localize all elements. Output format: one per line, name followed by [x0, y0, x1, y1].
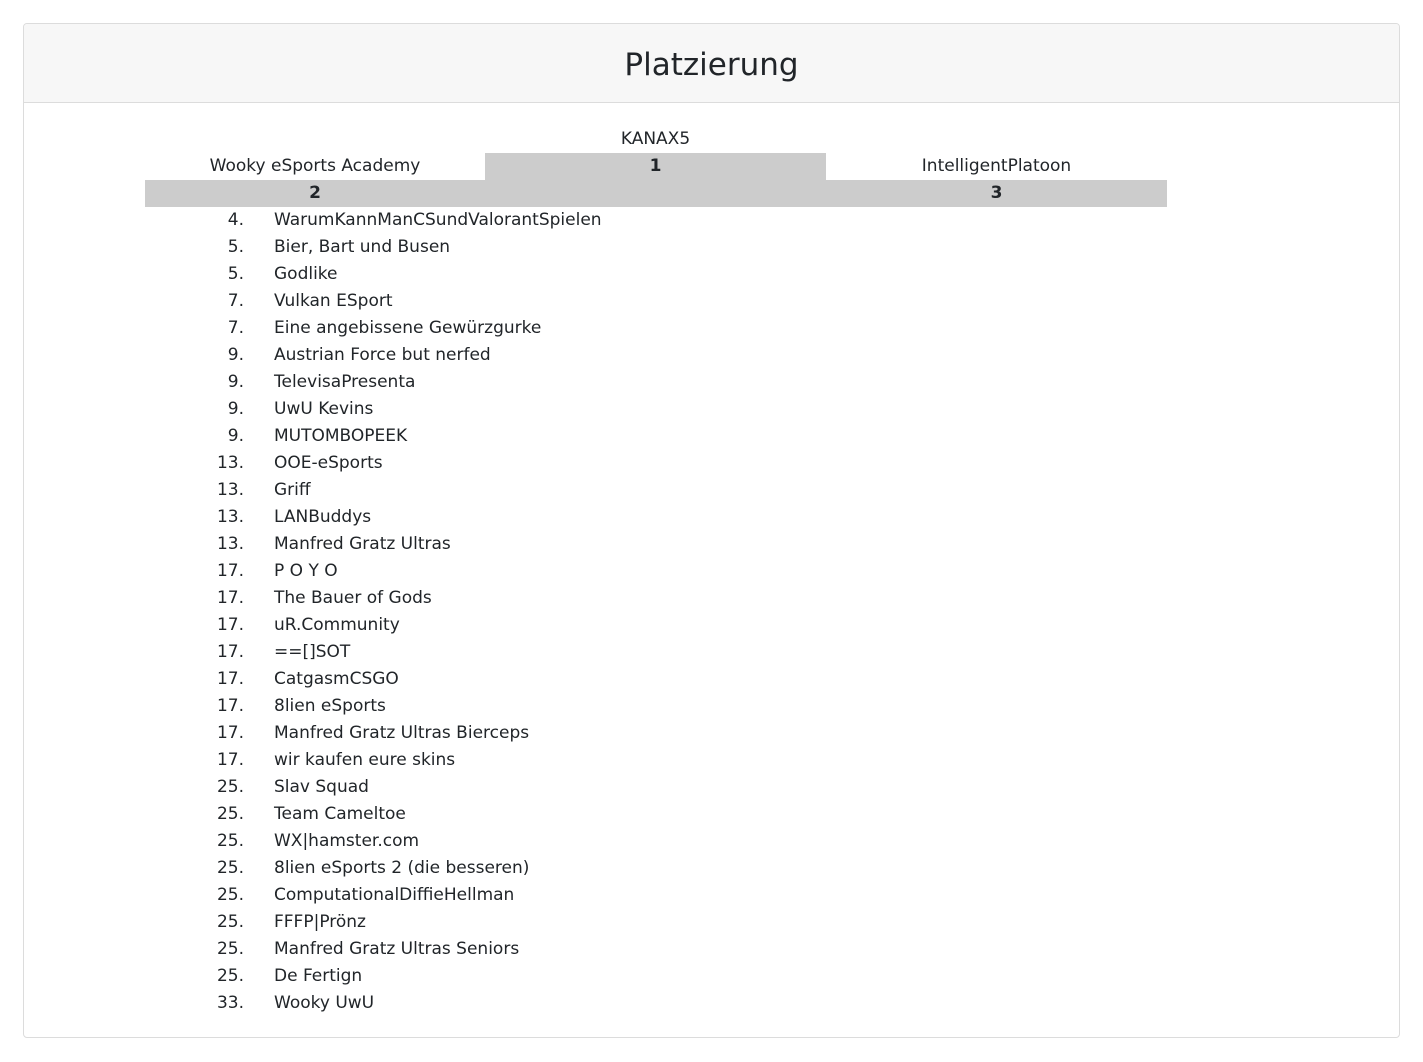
ranking-team-name: Eine angebissene Gewürzgurke [274, 318, 542, 338]
ranking-row [145, 423, 845, 450]
ranking-place: 9. [227, 426, 244, 446]
ranking-place: 5. [227, 237, 244, 257]
ranking-place: 17. [216, 615, 244, 635]
ranking-row [145, 369, 845, 396]
ranking-place: 17. [216, 723, 244, 743]
ranking-team-name: Manfred Gratz Ultras [274, 534, 451, 554]
ranking-place: 4. [227, 210, 244, 230]
ranking-row [145, 990, 845, 1017]
ranking-place: 7. [227, 318, 244, 338]
ranking-team-name: Manfred Gratz Ultras Seniors [274, 939, 520, 959]
ranking-place: 25. [216, 912, 244, 932]
ranking-place: 17. [216, 561, 244, 581]
ranking-place: 25. [216, 831, 244, 851]
ranking-row [145, 558, 845, 585]
ranking-place: 25. [216, 966, 244, 986]
ranking-row [145, 612, 845, 639]
ranking-team-name: TelevisaPresenta [274, 372, 416, 392]
ranking-place: 17. [216, 642, 244, 662]
ranking-team-name: Manfred Gratz Ultras Bierceps [274, 723, 530, 743]
ranking-team-name: 8lien eSports [274, 696, 386, 716]
ranking-team-name: Austrian Force but nerfed [274, 345, 491, 365]
ranking-row [145, 477, 845, 504]
ranking-place: 13. [216, 480, 244, 500]
ranking-row [145, 774, 845, 801]
ranking-row [145, 531, 845, 558]
ranking-row [145, 396, 845, 423]
ranking-place: 17. [216, 588, 244, 608]
ranking-row [145, 342, 845, 369]
ranking-team-name: ==[]SOT [274, 642, 351, 662]
ranking-row [145, 882, 845, 909]
ranking-row [145, 315, 845, 342]
ranking-row [145, 909, 845, 936]
ranking-row [145, 963, 845, 990]
panel-header [24, 24, 1399, 103]
ranking-place: 25. [216, 885, 244, 905]
ranking-row [145, 234, 845, 261]
ranking-row [145, 855, 845, 882]
ranking-row [145, 639, 845, 666]
ranking-place: 25. [216, 939, 244, 959]
ranking-row [145, 666, 845, 693]
ranking-place: 13. [216, 534, 244, 554]
ranking-place: 7. [227, 291, 244, 311]
ranking-team-name: WX|hamster.com [274, 831, 420, 851]
ranking-row [145, 693, 845, 720]
ranking-team-name: The Bauer of Gods [274, 588, 432, 608]
ranking-team-name: uR.Community [274, 615, 400, 635]
podium-first-team: KANAX5 [620, 129, 691, 149]
ranking-team-name: Godlike [274, 264, 338, 284]
ranking-place: 17. [216, 750, 244, 770]
ranking-row [145, 261, 845, 288]
ranking-place: 17. [216, 696, 244, 716]
ranking-place: 17. [216, 669, 244, 689]
ranking-row [145, 450, 845, 477]
ranking-row [145, 585, 845, 612]
podium-second-team: Wooky eSports Academy [209, 156, 421, 176]
podium-second-block: 2 [145, 180, 485, 207]
ranking-team-name: Wooky UwU [274, 993, 375, 1013]
ranking-row [145, 720, 845, 747]
ranking-place: 25. [216, 777, 244, 797]
ranking-team-name: CatgasmCSGO [274, 669, 399, 689]
ranking-team-name: ComputationalDiffieHellman [274, 885, 515, 905]
ranking-row [145, 936, 845, 963]
ranking-place: 9. [227, 372, 244, 392]
podium-third-team: IntelligentPlatoon [921, 156, 1072, 176]
ranking-team-name: OOE-eSports [274, 453, 383, 473]
ranking-row [145, 207, 845, 234]
ranking-team-name: P O Y O [274, 561, 338, 581]
ranking-team-name: Griff [274, 480, 311, 500]
podium-first-block: 1 [485, 153, 826, 207]
ranking-place: 33. [216, 993, 244, 1013]
ranking-team-name: LANBuddys [274, 507, 372, 527]
ranking-row [145, 747, 845, 774]
ranking-team-name: FFFP|Prönz [274, 912, 366, 932]
podium [145, 126, 1167, 207]
podium-third-block: 3 [826, 180, 1167, 207]
ranking-team-name: wir kaufen eure skins [274, 750, 456, 770]
ranking-team-name: De Fertign [274, 966, 363, 986]
ranking-row [145, 828, 845, 855]
ranking-place: 25. [216, 804, 244, 824]
page-title: Platzierung [624, 46, 799, 83]
ranking-team-name: 8lien eSports 2 (die besseren) [274, 858, 530, 878]
ranking-place: 25. [216, 858, 244, 878]
ranking-place: 13. [216, 453, 244, 473]
ranking-team-name: Bier, Bart und Busen [274, 237, 451, 257]
ranking-row [145, 288, 845, 315]
ranking-place: 9. [227, 399, 244, 419]
ranking-team-name: Team Cameltoe [274, 804, 406, 824]
ranking-team-name: UwU Kevins [274, 399, 374, 419]
ranking-place: 13. [216, 507, 244, 527]
ranking-place: 5. [227, 264, 244, 284]
ranking-list [145, 207, 845, 1017]
ranking-place: 9. [227, 345, 244, 365]
ranking-team-name: MUTOMBOPEEK [274, 426, 408, 446]
ranking-team-name: WarumKannManCSundValorantSpielen [274, 210, 602, 230]
ranking-team-name: Vulkan ESport [274, 291, 393, 311]
ranking-team-name: Slav Squad [274, 777, 369, 797]
placement-panel [23, 23, 1400, 1038]
ranking-row [145, 504, 845, 531]
ranking-row [145, 801, 845, 828]
